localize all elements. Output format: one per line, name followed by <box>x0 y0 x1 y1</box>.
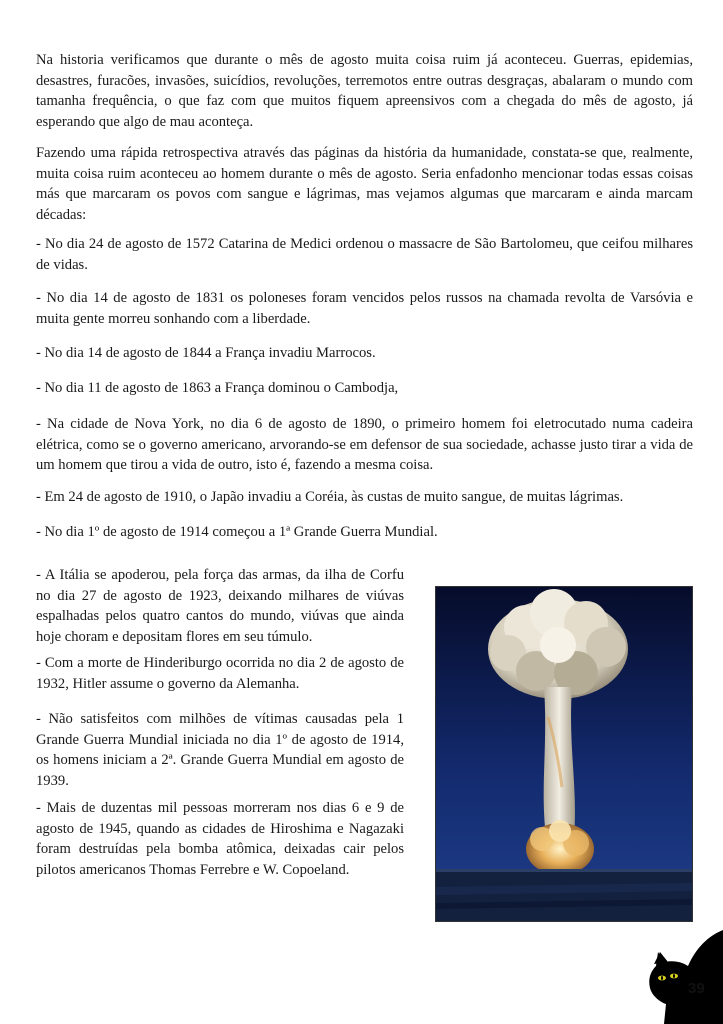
mushroom-cloud-photo <box>435 586 693 922</box>
paragraph-event-1914: - No dia 1º de agosto de 1914 começou a 1ª Grande Guerra Mundial. <box>36 524 438 540</box>
paragraph-event-1863: - No dia 11 de agosto de 1863 a França dominou o Cambodja, <box>36 380 399 396</box>
paragraph-event-1939: - Não satisfeitos com milhões de vítimas causadas pela 1 Grande Guerra Mundial iniciada no dia 1º de agosto de 1914, os homens iniciam a 2ª. Grande Guerra Mundial em agosto de 1939. <box>36 711 404 789</box>
paragraph-event-1831: - No dia 14 de agosto de 1831 os poloneses foram vencidos pelos russos na chamada revolta de Varsóvia e muita gente morreu sonhando com a liberdade. <box>36 290 693 327</box>
paragraph-retrospective: Fazendo uma rápida retrospectiva através das páginas da história da humanidade, constata-se que, realmente, muita coisa ruim aconteceu ao homem durante o mês de agosto. Seria enfadonho mencionar todas essas coisas más que marcaram os povos com sangue e lágrimas, mas vejamos algumas que marcaram e ainda marcam décadas: <box>36 145 693 223</box>
paragraph-intro: Na historia verificamos que durante o mês de agosto muita coisa ruim já aconteceu. Guerras, epidemias, desastres, furacões, invasões, suicídios, revoluções, terremotos entre outras desgraças, abalaram o mundo com tamanha frequência, o que faz com que muitos fiquem apreensivos com a chegada do mês de agosto, já esperando que algo de mau aconteça. <box>36 52 693 130</box>
black-cat-icon <box>648 922 723 1024</box>
paragraph-event-1945: - Mais de duzentas mil pessoas morreram nos dias 6 e 9 de agosto de 1945, quando as cidades de Hiroshima e Nagazaki foram destruídas pela bomba atômica, deixadas cair pelos pilotos americanos Thomas Ferrebre e W. Copoeland. <box>36 800 404 878</box>
paragraph-event-1890: - Na cidade de Nova York, no dia 6 de agosto de 1890, o primeiro homem foi eletrocutado numa cadeira elétrica, como se o governo americano, arvorando-se em defensor de sua sociedade, achasse justo tirar a vida de um homem que tirou a vida de outro, isto é, fazendo a mesma coisa. <box>36 416 693 473</box>
paragraph-event-1910: - Em 24 de agosto de 1910, o Japão invadiu a Coréia, às custas de muito sangue, de muitas lágrimas. <box>36 489 624 505</box>
sea <box>436 869 692 921</box>
page-number: 39 <box>688 980 705 997</box>
paragraph-event-1923: - A Itália se apoderou, pela força das armas, da ilha de Corfu no dia 27 de agosto de 1923, deixando milhares de viúvas espalhadas pelos quatro cantos do mundo, viúvas que ainda hoje choram e depositam flores em seu túmulo. <box>36 567 404 645</box>
paragraph-event-1572: - No dia 24 de agosto de 1572 Catarina de Medici ordenou o massacre de São Bartolomeu, que ceifou milhares de vidas. <box>36 236 693 273</box>
mushroom-cloud-image <box>436 587 692 921</box>
paragraph-event-1932: - Com a morte de Hinderiburgo ocorrida no dia 2 de agosto de 1932, Hitler assume o governo da Alemanha. <box>36 655 404 692</box>
paragraph-event-1844: - No dia 14 de agosto de 1844 a França invadiu Marrocos. <box>36 345 376 361</box>
